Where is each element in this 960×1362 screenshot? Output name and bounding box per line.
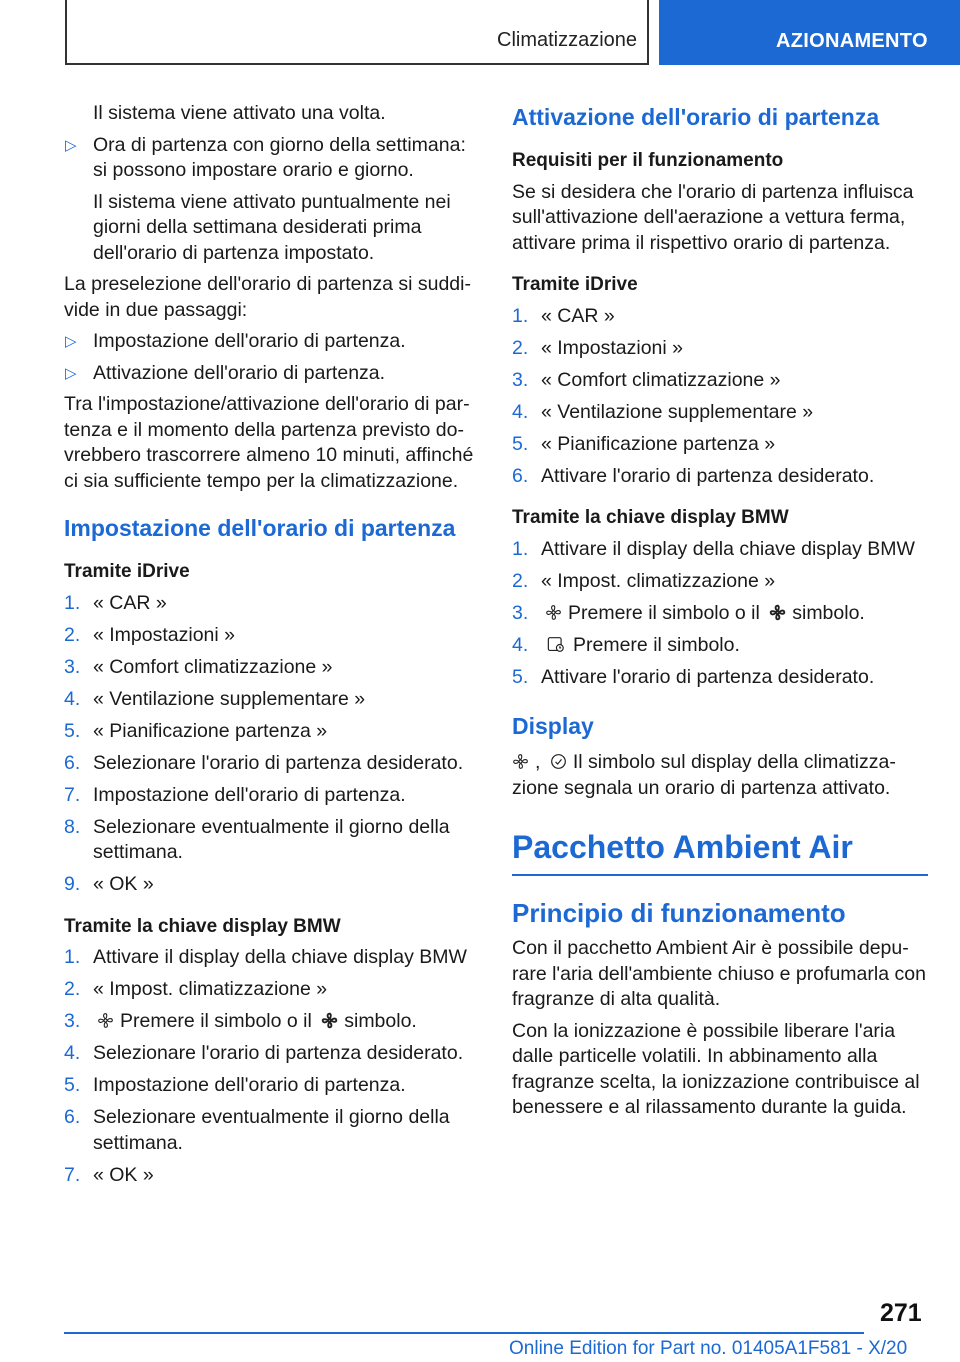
list-text: « OK » [93, 873, 154, 895]
bullet-item [64, 329, 476, 355]
list-item [64, 815, 476, 866]
list-number: 3. [64, 655, 81, 678]
left-column [64, 101, 476, 1195]
paragraph: Il sistema viene attivato puntualmente nei giorni della settimana desiderati prima dell'orario di partenza impostato. [93, 190, 451, 264]
list-number: 3. [512, 601, 529, 624]
list-item [64, 655, 476, 681]
list-number: 1. [64, 946, 81, 968]
list-number: 1. [512, 304, 529, 327]
list-text: « OK » [93, 1163, 154, 1186]
list-text: « CAR » [541, 304, 615, 327]
list-item [64, 872, 476, 898]
list-number: 6. [512, 464, 529, 487]
section-heading: Display [512, 713, 594, 739]
fan-icon [545, 604, 562, 621]
list-text: Attivare l'orario di partenza desiderato. [541, 464, 875, 487]
display-text: Il simbolo sul display della climatizzazione segnala un orario di partenza attivato. [512, 751, 896, 799]
list-item [64, 719, 476, 745]
list-item [512, 336, 928, 362]
fan-icon [97, 1012, 114, 1029]
paragraph: Se si desidera che l'orario di partenza influisca sull'attivazione dell'aerazione a vettura ferma, attivare prima il rispettivo orario di partenza. [512, 180, 914, 254]
bullet-text: Impostazione dell'orario di partenza. [93, 330, 406, 352]
triangle-right-icon: ▷ [65, 364, 77, 382]
subheading: Tramite la chiave display BMW [64, 915, 341, 937]
list-text: « Impost. climatizzazione » [541, 569, 776, 592]
list-text: « Impost. climatizzazione » [93, 978, 328, 1000]
header-section-title: Climatizzazione [497, 29, 638, 51]
list-item [64, 783, 476, 809]
list-text: Selezionare l'orario di partenza desiderato. [93, 751, 464, 774]
header-tab-label: AZIONAMENTO [776, 30, 928, 52]
timer-icon [545, 636, 567, 653]
list-number: 4. [64, 1042, 81, 1064]
list-text: « Impostazioni » [93, 623, 235, 646]
list-number: 9. [64, 873, 81, 895]
subheading: Tramite la chiave display BMW [512, 507, 789, 528]
paragraph: Con la ionizzazione è possibile liberare l'aria dalle particelle volatili. In abbinamento alla fragranze scelta, la ionizzazione contribuisce al benessere e al rilassamento durante la guida. [512, 1019, 920, 1118]
list-text: « Comfort climatizzazione » [93, 655, 333, 678]
right-column [512, 101, 928, 1127]
list-number: 5. [64, 719, 81, 742]
list-item [512, 665, 928, 691]
list-text: Impostazione dell'orario di partenza. [93, 783, 406, 806]
list-text: Premere il simbolo o il [120, 1010, 312, 1032]
list-text: « CAR » [93, 591, 167, 614]
list-number: 6. [64, 751, 81, 774]
paragraph: Tra l'impostazione/attivazione dell'orario di partenza e il momento della partenza previsto dovrebbero trascorrere almeno 10 minuti, affinché ci sia sufficiente tempo per la climatizzazione. [64, 393, 474, 492]
list-text: « Ventilazione supplementare » [93, 687, 366, 710]
list-number: 3. [64, 1010, 81, 1032]
list-item [64, 1041, 476, 1067]
list-number: 2. [64, 623, 81, 646]
chapter-heading: Pacchetto Ambient Air [512, 827, 928, 876]
list-number: 5. [512, 432, 529, 455]
list-item [64, 1163, 476, 1189]
list-number: 7. [64, 1163, 81, 1186]
list-number: 1. [512, 537, 529, 560]
list-item [512, 464, 928, 490]
triangle-right-icon: ▷ [65, 333, 77, 350]
list-number: 1. [64, 591, 81, 614]
paragraph: Il sistema viene attivato una volta. [93, 102, 386, 124]
list-text: Attivare l'orario di partenza desiderato. [541, 665, 875, 688]
subheading: Requisiti per il funzionamento [512, 150, 784, 171]
list-number: 2. [512, 336, 529, 359]
bullet-item [64, 361, 476, 387]
triangle-right-icon: ▷ [65, 136, 77, 154]
list-text: « Pianificazione partenza » [541, 432, 776, 455]
list-item [64, 1009, 476, 1035]
list-item [64, 1105, 476, 1156]
list-text: Impostazione dell'orario di partenza. [93, 1074, 406, 1096]
list-item [64, 751, 476, 777]
list-item [512, 368, 928, 394]
list-number: 5. [64, 1074, 81, 1096]
list-number: 8. [64, 815, 81, 838]
separator: , [535, 751, 541, 773]
fan-bold-icon [321, 1012, 338, 1029]
list-number: 4. [512, 400, 529, 423]
fan-icon [512, 753, 529, 770]
list-item [512, 432, 928, 458]
list-text: « Pianificazione partenza » [93, 719, 328, 742]
list-text: Selezionare eventualmente il giorno della settimana. [93, 1106, 450, 1154]
list-number: 6. [64, 1106, 81, 1128]
list-number: 4. [512, 633, 529, 656]
list-text: Premere il simbolo o il [568, 601, 760, 624]
fan-bold-icon [769, 604, 786, 621]
section-heading: Impostazione dell'orario di partenza [64, 515, 456, 541]
list-item [512, 400, 928, 426]
page-number: 271 [880, 1299, 922, 1327]
subheading: Tramite iDrive [512, 274, 638, 295]
list-text: Selezionare l'orario di partenza desiderato. [93, 1042, 464, 1064]
paragraph: Con il pacchetto Ambient Air è possibile depurare l'aria dell'ambiente chiuso e profumarla con fragranze di alta qualità. [512, 937, 926, 1010]
list-item [512, 633, 928, 659]
list-number: 2. [64, 978, 81, 1000]
list-item [512, 537, 928, 563]
list-item [64, 1073, 476, 1099]
list-item [64, 591, 476, 617]
list-number: 7. [64, 783, 81, 806]
paragraph: La preselezione dell'orario di partenza si suddivide in due passaggi: [64, 273, 471, 321]
section-heading: Principio di funzionamento [512, 898, 846, 928]
list-text: Premere il simbolo. [573, 633, 740, 656]
bullet-text: Attivazione dell'orario di partenza. [93, 361, 386, 384]
list-item [512, 601, 928, 627]
list-number: 4. [64, 687, 81, 710]
section-heading: Attivazione dell'orario di partenza [512, 104, 880, 130]
list-number: 5. [512, 665, 529, 688]
list-text: Attivare il display della chiave display BMW [541, 537, 915, 560]
list-item [512, 304, 928, 330]
list-item [64, 945, 476, 971]
list-text: « Ventilazione supplementare » [541, 400, 814, 423]
bullet-item [64, 133, 476, 184]
list-item [64, 687, 476, 713]
bullet-text: Ora di partenza con giorno della settimana: si possono impostare orario e giorno. [93, 133, 466, 181]
list-number: 3. [512, 368, 529, 391]
footer-text: Online Edition for Part no. 01405A1F581 - X/20 [509, 1338, 908, 1359]
list-number: 2. [512, 569, 529, 592]
list-text: simbolo. [792, 601, 865, 624]
list-item [512, 569, 928, 595]
list-text: Attivare il display della chiave display BMW [93, 946, 467, 968]
list-text: « Impostazioni » [541, 336, 683, 359]
clock-icon [550, 753, 567, 770]
list-text: simbolo. [344, 1010, 417, 1032]
footer-divider [64, 1332, 864, 1334]
subheading: Tramite iDrive [64, 561, 190, 582]
list-text: « Comfort climatizzazione » [541, 368, 781, 391]
list-item [64, 623, 476, 649]
list-item [64, 977, 476, 1003]
display-paragraph [512, 750, 928, 801]
list-text: Selezionare eventualmente il giorno della settimana. [93, 815, 450, 863]
